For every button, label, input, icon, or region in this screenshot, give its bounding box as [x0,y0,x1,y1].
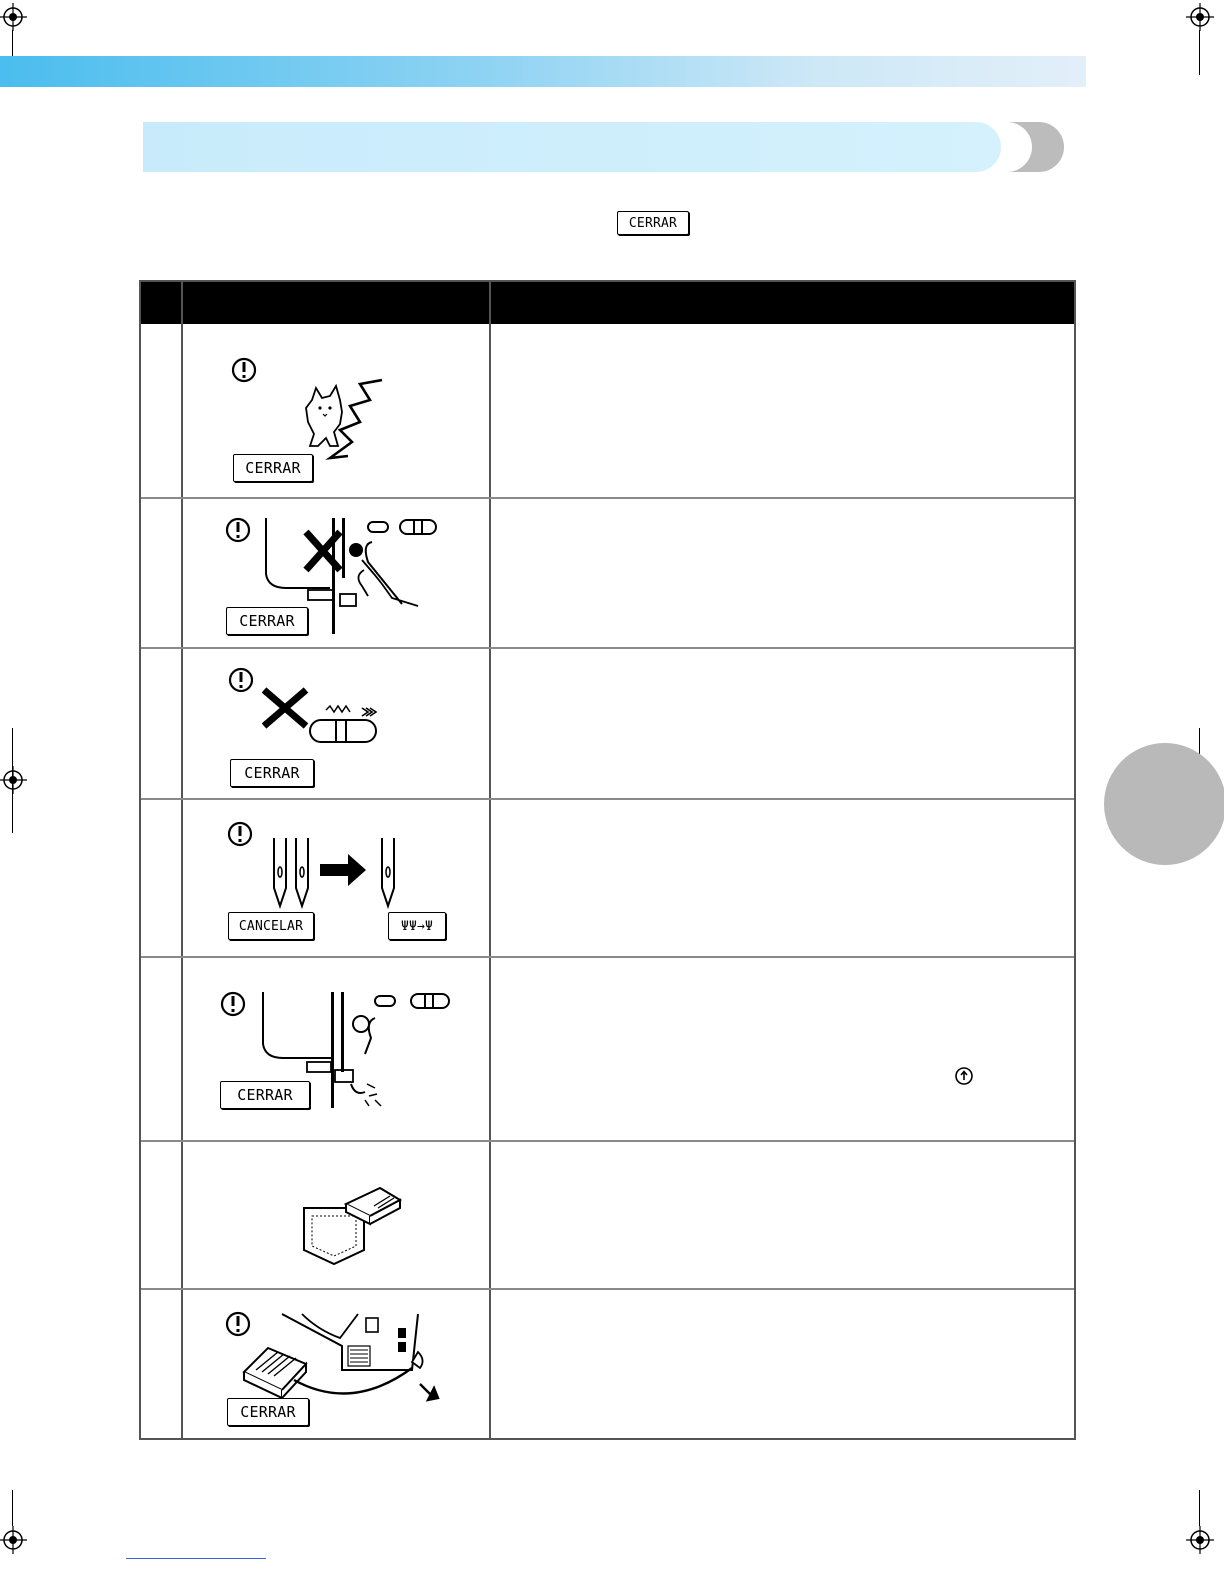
needle-position-icon [954,1066,974,1086]
row-divider-6 [141,1288,1074,1290]
row4-twin-needle-key: ΨΨ→Ψ [388,912,446,940]
row5-close-key: CERRAR [220,1081,310,1109]
row-divider-1 [141,497,1074,499]
header-band [0,56,1086,87]
row-divider-2 [141,647,1074,649]
registration-mark-bottom-left [0,1526,27,1554]
row7-close-key: CERRAR [227,1398,309,1426]
chapter-side-tab [1104,743,1224,865]
table-divider-1 [181,282,183,1438]
registration-mark-mid-left [0,766,27,794]
section-title-bar [143,122,1001,172]
row3-close-key: CERRAR [230,759,314,787]
registration-mark-top-right [1186,3,1214,31]
intro-close-key: CERRAR [617,211,689,235]
footer-rule [126,1558,266,1559]
row-divider-5 [141,1140,1074,1142]
cat-lightning-illustration [230,350,400,470]
registration-mark-bottom-right [1186,1526,1214,1554]
row2-close-key: CERRAR [226,607,308,635]
memory-card-pocket-illustration [300,1184,410,1268]
row-divider-4 [141,956,1074,958]
table-header [141,282,1074,324]
crop-line-right-top [1199,30,1200,75]
foot-controller-illustration [222,1308,442,1408]
crop-line-right-bottom [1199,1490,1200,1526]
crop-line-left-mid [12,728,13,833]
twin-needle-illustration [222,818,412,913]
registration-mark-top-left [0,3,27,31]
crop-line-left-bottom [12,1490,13,1526]
row1-close-key: CERRAR [233,454,313,482]
start-button-x-illustration [226,664,386,749]
row-divider-3 [141,798,1074,800]
table-divider-2 [489,282,491,1438]
row4-cancel-key: CANCELAR [228,912,314,940]
